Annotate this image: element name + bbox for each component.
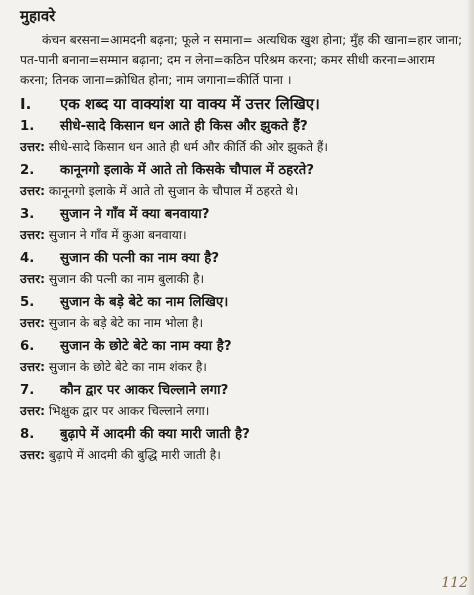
answer-label: उत्तर: (20, 184, 45, 198)
question-number: 6. (20, 339, 35, 354)
question (20, 160, 464, 182)
answer (20, 358, 464, 377)
answer-text: भिक्षुक द्वार पर आकर चिल्लाने लगा। (48, 404, 210, 418)
question-text: सुजान की पत्नी का नाम क्या है? (60, 251, 220, 266)
answer-label: उत्तर: (20, 360, 45, 374)
qa-item-2 (20, 160, 464, 201)
question-text: कौन द्वार पर आकर चिल्लाने लगा? (60, 383, 229, 398)
answer-text: सीधे-सादे किसान धन आते ही धर्म और कीर्ति की ओर झुकते हैं। (48, 140, 329, 154)
section-number: I. (20, 95, 32, 113)
answer-text: सुजान की पत्नी का नाम बुलाकी है। (48, 272, 205, 286)
answer-label: उत्तर: (20, 272, 45, 286)
question (20, 380, 464, 402)
answer (20, 446, 464, 465)
question-number: 5. (20, 295, 35, 310)
idioms-heading: मुहावरे (20, 7, 56, 25)
answer (20, 402, 464, 421)
qa-item-5 (20, 292, 464, 333)
answer-label: उत्तर: (20, 140, 45, 154)
answer-text: बुढ़ापे में आदमी की बुद्धि मारी जाती है। (48, 448, 221, 462)
question-number: 2. (20, 163, 35, 178)
question (20, 424, 464, 446)
question-number: 8. (20, 427, 35, 442)
answer-text: सुजान ने गाँव में कुआ बनवाया। (48, 228, 187, 242)
qa-item-3 (20, 204, 464, 245)
qa-item-7 (20, 380, 464, 421)
answer-text: सुजान के बड़े बेटे का नाम भोला है। (48, 316, 204, 330)
question-text: बुढ़ापे में आदमी की क्या मारी जाती है? (60, 427, 250, 442)
question (20, 116, 464, 138)
qa-item-1 (20, 116, 464, 157)
question-number: 4. (20, 251, 35, 266)
question-number: 7. (20, 383, 35, 398)
question (20, 292, 464, 314)
answer-label: उत्तर: (20, 316, 45, 330)
question (20, 204, 464, 226)
section-title: एक शब्द या वाक्यांश या वाक्य में उत्तर लिखिए। (60, 95, 320, 113)
question-text: सुजान के छोटे बेटे का नाम क्या है? (60, 339, 232, 354)
answer-label: उत्तर: (20, 448, 45, 462)
question-text: सुजान के बड़े बेटे का नाम लिखिए। (60, 295, 229, 310)
answer-text: कानूनगो इलाके में आते तो सुजान के चौपाल में ठहरते थे। (48, 184, 299, 198)
answer (20, 270, 464, 289)
page-spine-shadow (466, 0, 474, 595)
question (20, 336, 464, 358)
answer (20, 138, 464, 157)
answer-label: उत्तर: (20, 228, 45, 242)
qa-item-6 (20, 336, 464, 377)
answer-label: उत्तर: (20, 404, 45, 418)
qa-list (20, 116, 464, 465)
qa-item-8 (20, 424, 464, 465)
answer (20, 226, 464, 245)
question-number: 3. (20, 207, 35, 222)
question-text: सुजान ने गाँव में क्या बनवाया? (60, 207, 210, 222)
idioms-paragraph: कंचन बरसना=आमदनी बढ़ना; फूले न समाना= अत्यधिक खुश होना; मुँह की खाना=हार जाना; पत-पानी बनाना=सम्मान बढ़ाना; दम न लेना=कठिन परिश्रम करना; कमर सीधी करना=आराम करना; तिनक जाना=क्रोधित होना; नाम जगाना=कीर्ति पाना । (20, 33, 463, 87)
qa-item-4 (20, 248, 464, 289)
section-header (20, 94, 464, 114)
answer (20, 182, 464, 201)
question (20, 248, 464, 270)
question-number: 1. (20, 119, 35, 134)
answer (20, 314, 464, 333)
question-text: सीधे-सादे किसान धन आते ही किस और झुकते हैं? (60, 119, 308, 134)
corner-mark: 112 (441, 575, 468, 591)
question-text: कानूनगो इलाके में आते तो किसके चौपाल में ठहरते? (60, 163, 314, 178)
answer-text: सुजान के छोटे बेटे का नाम शंकर है। (48, 360, 207, 374)
